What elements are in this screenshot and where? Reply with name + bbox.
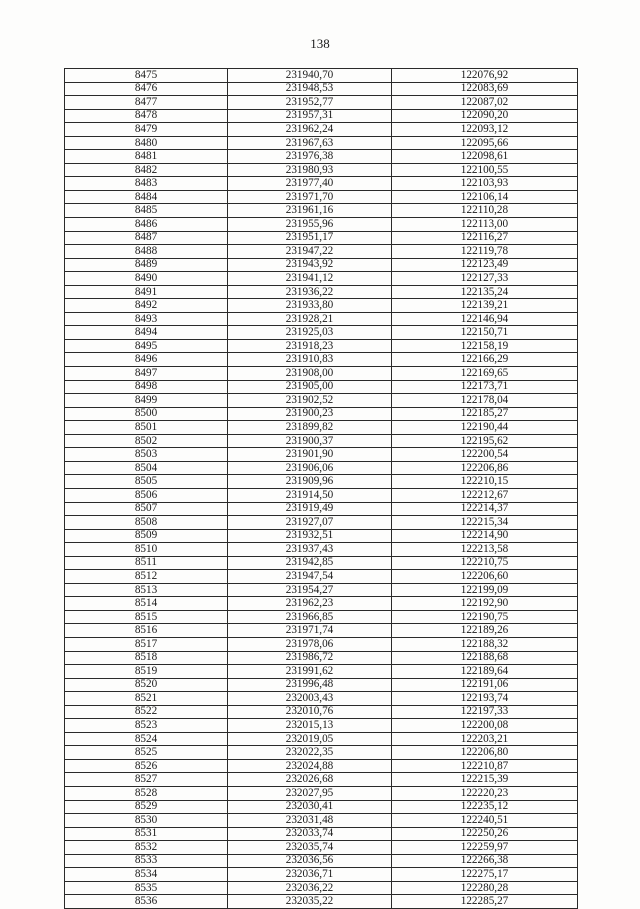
- y-coordinate-cell: 122113,00: [392, 218, 578, 232]
- y-coordinate-cell: 122250,26: [392, 827, 578, 841]
- point-number-cell: 8511: [65, 556, 228, 570]
- x-coordinate-cell: 231900,23: [228, 407, 392, 421]
- table-row: [65, 502, 578, 516]
- table-row: [65, 516, 578, 530]
- y-coordinate-cell: 122275,17: [392, 868, 578, 882]
- table-row: [65, 177, 578, 191]
- table-row: [65, 786, 578, 800]
- point-number-cell: 8519: [65, 665, 228, 679]
- point-number-cell: 8518: [65, 651, 228, 665]
- y-coordinate-cell: 122185,27: [392, 407, 578, 421]
- table-row: [65, 719, 578, 733]
- x-coordinate-cell: 231954,27: [228, 583, 392, 597]
- table-row: [65, 678, 578, 692]
- table-row: [65, 312, 578, 326]
- x-coordinate-cell: 231951,17: [228, 231, 392, 245]
- table-row: [65, 624, 578, 638]
- x-coordinate-cell: 231914,50: [228, 488, 392, 502]
- y-coordinate-cell: 122210,75: [392, 556, 578, 570]
- y-coordinate-cell: 122190,44: [392, 421, 578, 435]
- y-coordinate-cell: 122090,20: [392, 109, 578, 123]
- y-coordinate-cell: 122135,24: [392, 285, 578, 299]
- x-coordinate-cell: 231901,90: [228, 448, 392, 462]
- point-number-cell: 8485: [65, 204, 228, 218]
- table-row: [65, 82, 578, 96]
- y-coordinate-cell: 122195,62: [392, 434, 578, 448]
- x-coordinate-cell: 231980,93: [228, 163, 392, 177]
- x-coordinate-cell: 232027,95: [228, 786, 392, 800]
- table-row: [65, 800, 578, 814]
- table-row: [65, 570, 578, 584]
- x-coordinate-cell: 232030,41: [228, 800, 392, 814]
- x-coordinate-cell: 232033,74: [228, 827, 392, 841]
- table-row: [65, 610, 578, 624]
- y-coordinate-cell: 122190,75: [392, 610, 578, 624]
- point-number-cell: 8502: [65, 434, 228, 448]
- y-coordinate-cell: 122193,74: [392, 692, 578, 706]
- point-number-cell: 8533: [65, 854, 228, 868]
- point-number-cell: 8481: [65, 150, 228, 164]
- coordinates-table: [64, 68, 578, 909]
- table-row: [65, 163, 578, 177]
- point-number-cell: 8532: [65, 841, 228, 855]
- x-coordinate-cell: 232036,56: [228, 854, 392, 868]
- table-row: [65, 814, 578, 828]
- table-row: [65, 881, 578, 895]
- point-number-cell: 8483: [65, 177, 228, 191]
- x-coordinate-cell: 231947,54: [228, 570, 392, 584]
- table-row: [65, 367, 578, 381]
- x-coordinate-cell: 231909,96: [228, 475, 392, 489]
- table-row: [65, 488, 578, 502]
- x-coordinate-cell: 231962,24: [228, 123, 392, 137]
- table-row: [65, 204, 578, 218]
- point-number-cell: 8504: [65, 461, 228, 475]
- point-number-cell: 8515: [65, 610, 228, 624]
- x-coordinate-cell: 231928,21: [228, 312, 392, 326]
- x-coordinate-cell: 231957,31: [228, 109, 392, 123]
- x-coordinate-cell: 231906,06: [228, 461, 392, 475]
- x-coordinate-cell: 232015,13: [228, 719, 392, 733]
- point-number-cell: 8513: [65, 583, 228, 597]
- y-coordinate-cell: 122098,61: [392, 150, 578, 164]
- table-row: [65, 746, 578, 760]
- point-number-cell: 8530: [65, 814, 228, 828]
- x-coordinate-cell: 231933,80: [228, 299, 392, 313]
- page-number: 138: [310, 36, 330, 51]
- y-coordinate-cell: 122285,27: [392, 895, 578, 909]
- x-coordinate-cell: 231952,77: [228, 96, 392, 110]
- point-number-cell: 8535: [65, 881, 228, 895]
- point-number-cell: 8506: [65, 488, 228, 502]
- y-coordinate-cell: 122169,65: [392, 367, 578, 381]
- table-row: [65, 272, 578, 286]
- table-row: [65, 732, 578, 746]
- y-coordinate-cell: 122199,09: [392, 583, 578, 597]
- y-coordinate-cell: 122119,78: [392, 245, 578, 259]
- y-coordinate-cell: 122212,67: [392, 488, 578, 502]
- y-coordinate-cell: 122235,12: [392, 800, 578, 814]
- x-coordinate-cell: 231940,70: [228, 69, 392, 83]
- point-number-cell: 8529: [65, 800, 228, 814]
- x-coordinate-cell: 231961,16: [228, 204, 392, 218]
- y-coordinate-cell: 122188,32: [392, 637, 578, 651]
- point-number-cell: 8493: [65, 312, 228, 326]
- point-number-cell: 8489: [65, 258, 228, 272]
- point-number-cell: 8478: [65, 109, 228, 123]
- y-coordinate-cell: 122213,58: [392, 543, 578, 557]
- table-row: [65, 448, 578, 462]
- point-number-cell: 8510: [65, 543, 228, 557]
- table-row: [65, 543, 578, 557]
- y-coordinate-cell: 122123,49: [392, 258, 578, 272]
- table-row: [65, 868, 578, 882]
- table-row: [65, 299, 578, 313]
- x-coordinate-cell: 231943,92: [228, 258, 392, 272]
- table-row: [65, 96, 578, 110]
- y-coordinate-cell: 122215,39: [392, 773, 578, 787]
- point-number-cell: 8521: [65, 692, 228, 706]
- table-row: [65, 705, 578, 719]
- x-coordinate-cell: 232031,48: [228, 814, 392, 828]
- y-coordinate-cell: 122189,26: [392, 624, 578, 638]
- point-number-cell: 8525: [65, 746, 228, 760]
- point-number-cell: 8487: [65, 231, 228, 245]
- table-row: [65, 326, 578, 340]
- table-row: [65, 285, 578, 299]
- table-row: [65, 190, 578, 204]
- y-coordinate-cell: 122083,69: [392, 82, 578, 96]
- table-row: [65, 258, 578, 272]
- coordinates-table-body: [65, 69, 578, 909]
- table-row: [65, 394, 578, 408]
- point-number-cell: 8517: [65, 637, 228, 651]
- point-number-cell: 8505: [65, 475, 228, 489]
- table-row: [65, 637, 578, 651]
- point-number-cell: 8498: [65, 380, 228, 394]
- y-coordinate-cell: 122189,64: [392, 665, 578, 679]
- y-coordinate-cell: 122100,55: [392, 163, 578, 177]
- x-coordinate-cell: 231978,06: [228, 637, 392, 651]
- y-coordinate-cell: 122191,06: [392, 678, 578, 692]
- point-number-cell: 8508: [65, 516, 228, 530]
- y-coordinate-cell: 122166,29: [392, 353, 578, 367]
- y-coordinate-cell: 122203,21: [392, 732, 578, 746]
- table-row: [65, 407, 578, 421]
- table-row: [65, 759, 578, 773]
- x-coordinate-cell: 231947,22: [228, 245, 392, 259]
- y-coordinate-cell: 122240,51: [392, 814, 578, 828]
- y-coordinate-cell: 122158,19: [392, 339, 578, 353]
- point-number-cell: 8496: [65, 353, 228, 367]
- y-coordinate-cell: 122192,90: [392, 597, 578, 611]
- x-coordinate-cell: 231918,23: [228, 339, 392, 353]
- y-coordinate-cell: 122110,28: [392, 204, 578, 218]
- y-coordinate-cell: 122197,33: [392, 705, 578, 719]
- point-number-cell: 8499: [65, 394, 228, 408]
- x-coordinate-cell: 231966,85: [228, 610, 392, 624]
- table-row: [65, 434, 578, 448]
- x-coordinate-cell: 231977,40: [228, 177, 392, 191]
- table-row: [65, 895, 578, 909]
- x-coordinate-cell: 231910,83: [228, 353, 392, 367]
- x-coordinate-cell: 231932,51: [228, 529, 392, 543]
- point-number-cell: 8491: [65, 285, 228, 299]
- y-coordinate-cell: 122206,86: [392, 461, 578, 475]
- y-coordinate-cell: 122178,04: [392, 394, 578, 408]
- x-coordinate-cell: 231941,12: [228, 272, 392, 286]
- y-coordinate-cell: 122210,15: [392, 475, 578, 489]
- y-coordinate-cell: 122215,34: [392, 516, 578, 530]
- table-row: [65, 461, 578, 475]
- x-coordinate-cell: 232024,88: [228, 759, 392, 773]
- y-coordinate-cell: 122280,28: [392, 881, 578, 895]
- y-coordinate-cell: 122146,94: [392, 312, 578, 326]
- y-coordinate-cell: 122206,80: [392, 746, 578, 760]
- table-row: [65, 353, 578, 367]
- x-coordinate-cell: 231925,03: [228, 326, 392, 340]
- point-number-cell: 8476: [65, 82, 228, 96]
- x-coordinate-cell: 231971,70: [228, 190, 392, 204]
- point-number-cell: 8523: [65, 719, 228, 733]
- y-coordinate-cell: 122106,14: [392, 190, 578, 204]
- x-coordinate-cell: 231942,85: [228, 556, 392, 570]
- x-coordinate-cell: 231905,00: [228, 380, 392, 394]
- point-number-cell: 8488: [65, 245, 228, 259]
- point-number-cell: 8484: [65, 190, 228, 204]
- table-row: [65, 854, 578, 868]
- point-number-cell: 8500: [65, 407, 228, 421]
- point-number-cell: 8512: [65, 570, 228, 584]
- x-coordinate-cell: 231937,43: [228, 543, 392, 557]
- table-row: [65, 109, 578, 123]
- point-number-cell: 8492: [65, 299, 228, 313]
- y-coordinate-cell: 122150,71: [392, 326, 578, 340]
- table-row: [65, 597, 578, 611]
- point-number-cell: 8526: [65, 759, 228, 773]
- table-row: [65, 231, 578, 245]
- point-number-cell: 8527: [65, 773, 228, 787]
- y-coordinate-cell: 122095,66: [392, 136, 578, 150]
- x-coordinate-cell: 231991,62: [228, 665, 392, 679]
- point-number-cell: 8477: [65, 96, 228, 110]
- point-number-cell: 8516: [65, 624, 228, 638]
- table-row: [65, 245, 578, 259]
- x-coordinate-cell: 231996,48: [228, 678, 392, 692]
- point-number-cell: 8528: [65, 786, 228, 800]
- point-number-cell: 8501: [65, 421, 228, 435]
- table-row: [65, 123, 578, 137]
- y-coordinate-cell: 122188,68: [392, 651, 578, 665]
- table-row: [65, 651, 578, 665]
- point-number-cell: 8494: [65, 326, 228, 340]
- x-coordinate-cell: 232019,05: [228, 732, 392, 746]
- y-coordinate-cell: 122103,93: [392, 177, 578, 191]
- point-number-cell: 8495: [65, 339, 228, 353]
- point-number-cell: 8522: [65, 705, 228, 719]
- y-coordinate-cell: 122259,97: [392, 841, 578, 855]
- y-coordinate-cell: 122200,54: [392, 448, 578, 462]
- x-coordinate-cell: 231962,23: [228, 597, 392, 611]
- x-coordinate-cell: 231900,37: [228, 434, 392, 448]
- x-coordinate-cell: 232022,35: [228, 746, 392, 760]
- table-row: [65, 841, 578, 855]
- table-row: [65, 475, 578, 489]
- x-coordinate-cell: 231986,72: [228, 651, 392, 665]
- point-number-cell: 8497: [65, 367, 228, 381]
- x-coordinate-cell: 232036,22: [228, 881, 392, 895]
- x-coordinate-cell: 231971,74: [228, 624, 392, 638]
- x-coordinate-cell: 231955,96: [228, 218, 392, 232]
- y-coordinate-cell: 122210,87: [392, 759, 578, 773]
- y-coordinate-cell: 122214,37: [392, 502, 578, 516]
- table-row: [65, 339, 578, 353]
- x-coordinate-cell: 232003,43: [228, 692, 392, 706]
- point-number-cell: 8520: [65, 678, 228, 692]
- table-row: [65, 136, 578, 150]
- table-row: [65, 380, 578, 394]
- y-coordinate-cell: 122093,12: [392, 123, 578, 137]
- x-coordinate-cell: 231967,63: [228, 136, 392, 150]
- x-coordinate-cell: 232036,71: [228, 868, 392, 882]
- y-coordinate-cell: 122139,21: [392, 299, 578, 313]
- table-row: [65, 665, 578, 679]
- x-coordinate-cell: 231919,49: [228, 502, 392, 516]
- x-coordinate-cell: 231927,07: [228, 516, 392, 530]
- x-coordinate-cell: 231902,52: [228, 394, 392, 408]
- y-coordinate-cell: 122266,38: [392, 854, 578, 868]
- x-coordinate-cell: 232035,22: [228, 895, 392, 909]
- x-coordinate-cell: 232035,74: [228, 841, 392, 855]
- table-row: [65, 556, 578, 570]
- y-coordinate-cell: 122087,02: [392, 96, 578, 110]
- point-number-cell: 8503: [65, 448, 228, 462]
- x-coordinate-cell: 231899,82: [228, 421, 392, 435]
- y-coordinate-cell: 122076,92: [392, 69, 578, 83]
- table-row: [65, 150, 578, 164]
- x-coordinate-cell: 231948,53: [228, 82, 392, 96]
- point-number-cell: 8509: [65, 529, 228, 543]
- point-number-cell: 8482: [65, 163, 228, 177]
- x-coordinate-cell: 232010,76: [228, 705, 392, 719]
- table-row: [65, 218, 578, 232]
- table-row: [65, 583, 578, 597]
- y-coordinate-cell: 122116,27: [392, 231, 578, 245]
- point-number-cell: 8486: [65, 218, 228, 232]
- y-coordinate-cell: 122220,23: [392, 786, 578, 800]
- point-number-cell: 8531: [65, 827, 228, 841]
- point-number-cell: 8480: [65, 136, 228, 150]
- table-row: [65, 69, 578, 83]
- point-number-cell: 8490: [65, 272, 228, 286]
- x-coordinate-cell: 232026,68: [228, 773, 392, 787]
- y-coordinate-cell: 122200,08: [392, 719, 578, 733]
- y-coordinate-cell: 122214,90: [392, 529, 578, 543]
- point-number-cell: 8475: [65, 69, 228, 83]
- table-row: [65, 421, 578, 435]
- y-coordinate-cell: 122173,71: [392, 380, 578, 394]
- table-row: [65, 827, 578, 841]
- point-number-cell: 8479: [65, 123, 228, 137]
- point-number-cell: 8514: [65, 597, 228, 611]
- table-row: [65, 692, 578, 706]
- table-row: [65, 529, 578, 543]
- x-coordinate-cell: 231976,38: [228, 150, 392, 164]
- x-coordinate-cell: 231936,22: [228, 285, 392, 299]
- x-coordinate-cell: 231908,00: [228, 367, 392, 381]
- point-number-cell: 8507: [65, 502, 228, 516]
- point-number-cell: 8536: [65, 895, 228, 909]
- y-coordinate-cell: 122127,33: [392, 272, 578, 286]
- point-number-cell: 8524: [65, 732, 228, 746]
- y-coordinate-cell: 122206,60: [392, 570, 578, 584]
- table-row: [65, 773, 578, 787]
- point-number-cell: 8534: [65, 868, 228, 882]
